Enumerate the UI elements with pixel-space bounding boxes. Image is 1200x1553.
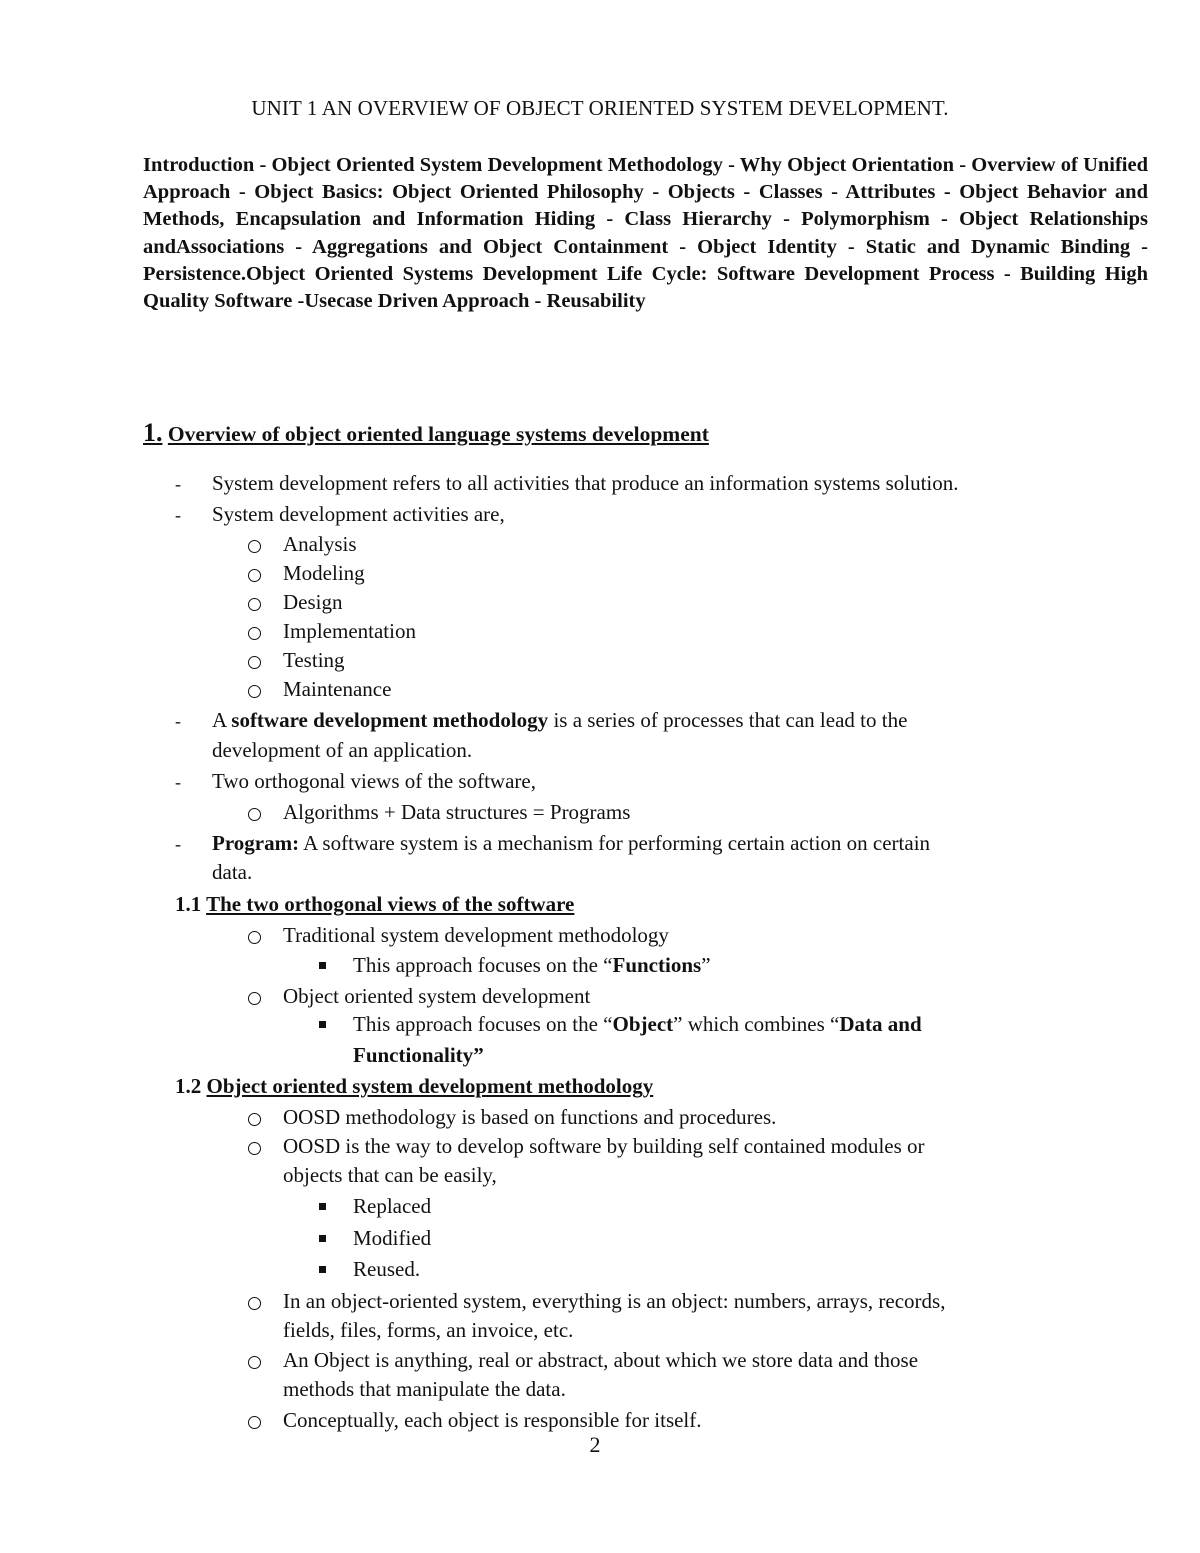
dash-bullet: - xyxy=(175,505,181,525)
text-span: ” xyxy=(701,953,711,977)
bullet-methodology-definition xyxy=(212,708,907,733)
circle-bullet xyxy=(248,808,261,821)
square-bullet xyxy=(319,1021,326,1028)
circle-bullet xyxy=(248,1142,261,1155)
page-number: 2 xyxy=(589,1432,601,1457)
oosd-way-item: OOSD is the way to develop software by building self contained modules or xyxy=(283,1134,925,1158)
section-number: 1.1 xyxy=(175,892,202,916)
bullet-system-development: System development refers to all activities that produce an information systems solution. xyxy=(212,471,959,495)
circle-bullet xyxy=(248,540,261,553)
circle-bullet xyxy=(248,1297,261,1310)
square-bullet xyxy=(319,1203,326,1210)
text-span: is a series of processes that can lead to the xyxy=(548,708,908,732)
text-span: ” which combines “ xyxy=(673,1012,840,1036)
circle-bullet xyxy=(248,1356,261,1369)
bullet-orthogonal-views: Two orthogonal views of the software, xyxy=(212,769,536,793)
everything-object-item: In an object-oriented system, everything is an object: numbers, arrays, records, xyxy=(283,1289,946,1313)
bold-term: Data and xyxy=(839,1012,922,1036)
circle-bullet xyxy=(248,1416,261,1429)
bullet-development-activities: System development activities are, xyxy=(212,502,505,526)
activity-item: Maintenance xyxy=(283,677,392,701)
object-approach-item xyxy=(353,1012,922,1037)
text-span: A xyxy=(212,708,232,732)
object-definition-continued: methods that manipulate the data. xyxy=(283,1377,566,1401)
square-bullet xyxy=(319,1266,326,1273)
easily-item: Reused. xyxy=(353,1257,421,1281)
text-span: A software system is a mechanism for performing certain action on certain xyxy=(299,831,931,855)
oo-development-item: Object oriented system development xyxy=(283,984,591,1008)
activity-item: Modeling xyxy=(283,561,365,585)
object-definition-item: An Object is anything, real or abstract, about which we store data and those xyxy=(283,1348,919,1372)
activity-item: Implementation xyxy=(283,619,416,643)
dash-bullet: - xyxy=(175,834,181,854)
dash-bullet: - xyxy=(175,772,181,792)
dash-bullet: - xyxy=(175,711,181,731)
circle-bullet xyxy=(248,569,261,582)
easily-item: Modified xyxy=(353,1226,432,1250)
object-responsible-item: Conceptually, each object is responsible for itself. xyxy=(283,1408,702,1432)
traditional-methodology-item: Traditional system development methodology xyxy=(283,923,669,947)
bullet-program-definition xyxy=(212,831,930,856)
circle-bullet xyxy=(248,992,261,1005)
circle-bullet xyxy=(248,656,261,669)
syllabus-paragraph: Introduction - Object Oriented System Development Methodology - Why Object Orientation - Overview of Unified Approach - Object Basics: Object Oriented Philosophy - Objects - Classes - Attributes - Object Behavior and Methods, Encapsulation and Information Hiding - Class Hierarchy - Polymorphism - Object Relationships andAssociations - Aggregations and Object Containment - Object Identity - Static and Dynamic Binding - Persistence.Object Oriented Systems Development Life Cycle: Software Development Process - Building High Quality Software -Usecase Driven Approach - Reusability xyxy=(143,154,1148,313)
bold-term: Program: xyxy=(212,831,300,855)
easily-item: Replaced xyxy=(353,1194,432,1218)
unit-title: UNIT 1 AN OVERVIEW OF OBJECT ORIENTED SYSTEM DEVELOPMENT. xyxy=(251,96,949,120)
bullet-methodology-continued: development of an application. xyxy=(212,738,473,762)
activity-item: Design xyxy=(283,590,343,614)
section-1-title: Overview of object oriented language systems development xyxy=(167,422,709,446)
oosd-based-item: OOSD methodology is based on functions and procedures. xyxy=(283,1105,777,1129)
square-bullet xyxy=(319,1235,326,1242)
bold-term: Object xyxy=(612,1012,674,1036)
activity-item: Testing xyxy=(283,648,345,672)
text-span: This approach focuses on the “ xyxy=(353,1012,613,1036)
circle-bullet xyxy=(248,931,261,944)
object-approach-continued xyxy=(353,1043,484,1068)
bold-term: software development methodology xyxy=(231,708,549,732)
functions-approach-item xyxy=(353,953,711,978)
section-title: Object oriented system development methodology xyxy=(206,1074,654,1098)
text-span: ” xyxy=(473,1043,484,1067)
dash-bullet: - xyxy=(175,474,181,494)
circle-bullet xyxy=(248,598,261,611)
bold-term: Functionality xyxy=(353,1043,474,1067)
circle-bullet xyxy=(248,627,261,640)
section-1-heading xyxy=(143,418,709,448)
circle-bullet xyxy=(248,685,261,698)
section-number: 1.2 xyxy=(175,1074,202,1098)
section-1-1-heading xyxy=(175,892,574,917)
activity-item: Analysis xyxy=(283,532,357,556)
oosd-way-continued: objects that can be easily, xyxy=(283,1163,497,1187)
section-1-number: 1. xyxy=(143,418,163,447)
circle-bullet xyxy=(248,1113,261,1126)
bold-term: Functions xyxy=(612,953,702,977)
views-item: Algorithms + Data structures = Programs xyxy=(283,800,631,824)
text-span: This approach focuses on the “ xyxy=(353,953,613,977)
section-title: The two orthogonal views of the software xyxy=(206,892,575,916)
bullet-program-continued: data. xyxy=(212,860,253,884)
square-bullet xyxy=(319,962,326,969)
everything-object-continued: fields, files, forms, an invoice, etc. xyxy=(283,1318,574,1342)
section-1-2-heading xyxy=(175,1074,653,1099)
